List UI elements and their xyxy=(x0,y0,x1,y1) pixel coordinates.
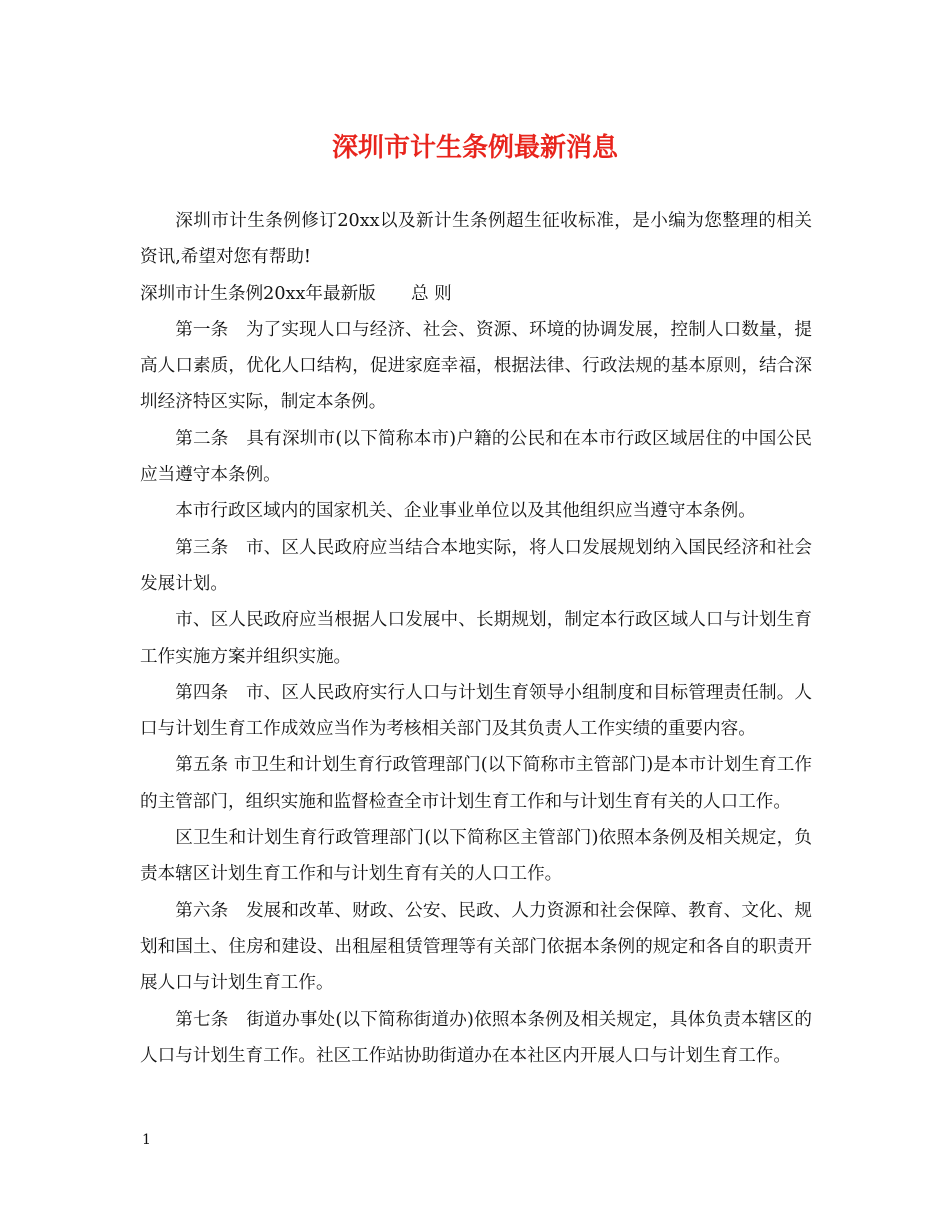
paragraph: 第六条 发展和改革、财政、公安、民政、人力资源和社会保障、教育、文化、规划和国土、住房和建设、出租屋租赁管理等有关部门依据本条例的规定和各自的职责开展人口与计划生育工作。 xyxy=(140,900,812,994)
paragraph: 区卫生和计划生育行政管理部门(以下简称区主管部门)依照本条例及相关规定，负责本辖区计划生育工作和与计划生育有关的人口工作。 xyxy=(140,828,812,885)
page-number: 1 xyxy=(142,1132,151,1148)
paragraph: 第五条 市卫生和计划生育行政管理部门(以下简称市主管部门)是本市计划生育工作的主管部门，组织实施和监督检查全市计划生育工作和与计划生育有关的人口工作。 xyxy=(140,755,812,812)
paragraph: 本市行政区域内的国家机关、企业事业单位以及其他组织应当遵守本条例。 xyxy=(175,501,756,522)
paragraph: 市、区人民政府应当根据人口发展中、长期规划，制定本行政区域人口与计划生育工作实施方案并组织实施。 xyxy=(140,610,812,667)
paragraph: 第七条 街道办事处(以下简称街道办)依照本条例及相关规定，具体负责本辖区的人口与计划生育工作。社区工作站协助街道办在本社区内开展人口与计划生育工作。 xyxy=(140,1009,812,1066)
document-title: 深圳市计生条例最新消息 xyxy=(331,133,618,163)
document-body xyxy=(140,203,812,1074)
paragraph: 第四条 市、区人民政府实行人口与计划生育领导小组制度和目标管理责任制。人口与计划生育工作成效应当作为考核相关部门及其负责人工作实绩的重要内容。 xyxy=(140,682,812,740)
paragraph: 第三条 市、区人民政府应当结合本地实际，将人口发展规划纳入国民经济和社会发展计划。 xyxy=(140,537,812,594)
paragraph: 深圳市计生条例20xx年最新版 总 则 xyxy=(140,283,452,304)
paragraph: 深圳市计生条例修订20xx以及新计生条例超生征收标准，是小编为您整理的相关资讯,希望对您有帮助! xyxy=(140,211,812,268)
paragraph: 第二条 具有深圳市(以下简称本市)户籍的公民和在本市行政区域居住的中国公民应当遵守本条例。 xyxy=(140,428,812,486)
paragraph: 第一条 为了实现人口与经济、社会、资源、环境的协调发展，控制人口数量，提高人口素质，优化人口结构，促进家庭幸福，根据法律、行政法规的基本原则，结合深圳经济特区实际，制定本条例。 xyxy=(140,319,812,413)
